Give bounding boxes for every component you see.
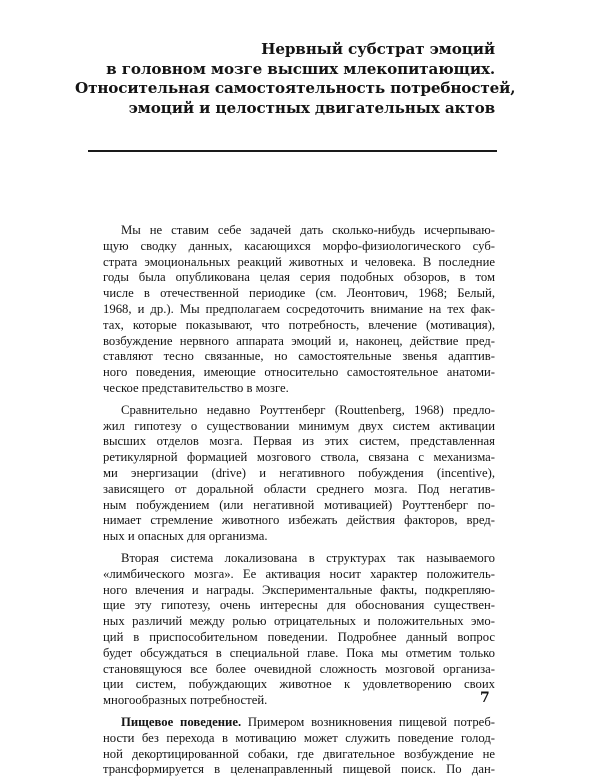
text-line: ми энергизации (drive) и негативного побуждения (incentive), <box>103 465 495 480</box>
heading-line: в головном мозге высших млекопитающих. <box>106 59 495 78</box>
run-in-rest: Примером возникновения пищевой потреб- <box>241 714 495 729</box>
text-line: будет обсуждаться в специальной главе. Пока мы отметим только <box>103 645 495 660</box>
text-line: ных различий между ролью отрицательных и положительных эмо- <box>103 614 495 629</box>
text-line: щую сводку данных, касающихся морфо-физиологического суб- <box>103 238 495 253</box>
body-text <box>103 223 495 778</box>
text-line: Вторая система локализована в структурах так называемого <box>121 550 495 565</box>
text-line: становящуюся все более очевидной сложность мозговой организа- <box>103 661 495 676</box>
run-in-heading: Пищевое поведение. <box>121 714 242 729</box>
text-line: Мы не ставим себе задачей дать сколько-нибудь исчерпываю- <box>121 223 495 237</box>
text-line: трансформируется в целенаправленный пищевой поиск. По дан- <box>103 762 495 777</box>
text-line: ных и опасных для организма. <box>103 529 268 544</box>
heading-line: Нервный субстрат эмоций <box>261 40 495 58</box>
text-line: ческое представительство в мозге. <box>103 380 289 395</box>
text-line: жил гипотезу о существовании минимум двух систем активации <box>103 418 495 433</box>
text-line: ного влечения и награды. Экспериментальные факты, подкрепляю- <box>103 582 495 597</box>
text-line: страта эмоциональных реакций животных и человека. В последние <box>103 254 495 269</box>
paragraph-3 <box>103 551 495 715</box>
text-line: зависящего от доральной области среднего мозга. Под негатив- <box>103 481 495 496</box>
text-line: 1968, и др.). Мы предполагаем сосредоточить внимание на тех фак- <box>103 301 495 316</box>
text-line: ставляют тесно связанные, но самостоятельные звенья адаптив- <box>103 349 495 364</box>
text-line: ности без перехода в мотивацию может служить поведение голод- <box>103 730 495 745</box>
page-number: 7 <box>480 690 490 706</box>
heading-divider <box>88 150 497 152</box>
text-line <box>103 715 495 731</box>
text-line: ретикулярной формацией мозгового ствола, связана с механизма- <box>103 450 495 465</box>
text-line: Сравнительно недавно Роуттенберг (Routtenberg, 1968) предло- <box>121 402 495 417</box>
text-line: тах, которые показывают, что потребность, влечение (мотивация), <box>103 317 495 332</box>
paragraph-4 <box>103 715 495 778</box>
text-line: возбуждение нервного аппарата эмоций и, наконец, действие пред- <box>103 333 495 348</box>
text-line: «лимбического мозга». Ее активация носит характер положитель- <box>103 566 495 581</box>
paragraph-2 <box>103 403 495 551</box>
text-line: ным побуждением (или негативной мотивацией) Роуттенберг по- <box>103 497 495 512</box>
paragraph-1 <box>103 223 495 403</box>
text-line: числе в отечественной периодике (см. Леонтович, 1968; Белый, <box>103 286 495 301</box>
text-line: ного поведения, имеющие относительно самостоятельное анатоми- <box>103 365 495 380</box>
text-line: щие эту гипотезу, очень интересны для обоснования существен- <box>103 598 495 613</box>
text-line: высших отделов мозга. Первая из этих систем, представленная <box>103 434 495 449</box>
text-line: годы была опубликована целая серия подобных обзоров, в том <box>103 270 495 285</box>
text-line: ции систем, побуждающих животное к удовлетворению своих <box>103 677 495 692</box>
text-line: ной декортицированной собаки, где двигательное возбуждение не <box>103 746 495 761</box>
text-line: нимает стремление животного избежать действия факторов, вред- <box>103 513 495 528</box>
text-line: ций в приспособительном поведении. Подробнее данный вопрос <box>103 629 495 644</box>
heading-line: Относительная самостоятельность потребностей, <box>75 79 516 97</box>
heading-line: эмоций и целостных двигательных актов <box>128 98 495 117</box>
chapter-heading <box>75 40 516 118</box>
text-line: многообразных потребностей. <box>103 693 268 708</box>
